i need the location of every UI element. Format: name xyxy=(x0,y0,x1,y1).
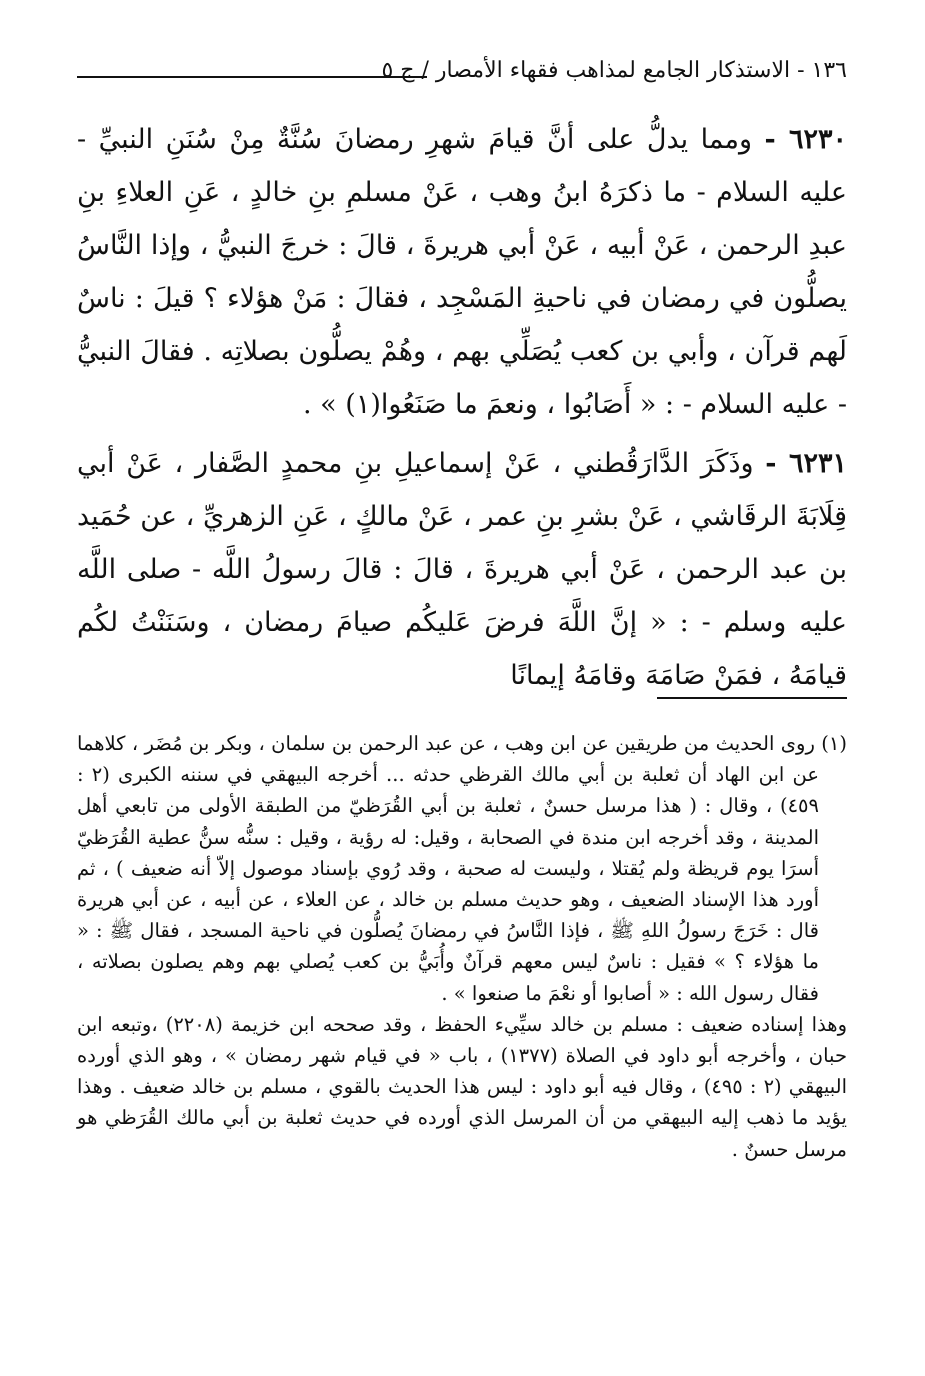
running-title: ١٣٦ - الاستذكار الجامع لمذاهب فقهاء الأمصار / ج ٥ xyxy=(381,58,847,83)
page-header xyxy=(77,56,847,92)
header-rule xyxy=(77,76,427,78)
footnote-marker: (١) xyxy=(821,732,847,755)
paragraph-text: ومما يدلُّ على أنَّ قيامَ شهرِ رمضانَ سُنَّةٌ مِنْ سُنَنِ النبيِّ - عليه السلام - ما ذكرَهُ ابنُ وهب ، عَنْ مسلمِ بنِ خالدٍ ، عَنِ العلاءِ بنِ عبدِ الرحمن ، عَنْ أبيه ، عَنْ أبي هريرةَ ، قالَ : خرجَ النبيُّ ، وإذا النَّاسُ يصلُّون في رمضان في ناحيةِ المَسْجِد ، فقالَ : مَنْ هؤلاء ؟ قيلَ : ناسٌ لَهم قرآن ، وأبي بن كعب يُصَلِّي بهم ، وهُمْ يصلُّون بصلاتِه . فقالَ النبيُّ - عليه السلام - : « أَصَابُوا ، ونعمَ ما صَنَعُوا(١) » . xyxy=(77,124,847,420)
paragraph-6231 xyxy=(77,437,847,702)
footnote-text: روى الحديث من طريقين عن ابن وهب ، عن عبد الرحمن بن سلمان ، وبكر بن مُضَر ، كلاهما عن ابن الهاد أن ثعلبة بن أبي مالك القرظي حدثه ... أخرجه البيهقي في سننه الكبرى (٢ : ٤٥٩) ، وقال : ( هذا مرسل حسنٌ ، ثعلبة بن أبي القُرَظيّ من الطبقة الأولى من تابعي أهل المدينة ، وقد أخرجه ابن مندة في الصحابة ، وقيل: له رؤية ، وقيل : سنُّه سنُّ عطية القُرَظيّ أسرَا يوم قريظة ولم يُقتلا ، وليست له صحبة ، وقد رُوي بإسناد موصول إلاّ أنه ضعيف ) ، ثم أورد هذا الإسناد الضعيف ، وهو حديث مسلم بن خالد ، عن العلاء ، عن أبيه ، عن أبي هريرة قال : خَرَجَ رسولُ اللهِ ﷺ ، فإذا النَّاسُ في رمضانَ يُصلُّون في ناحية المسجد ، فقال ﷺ : « ما هؤلاء ؟ » فقيل : ناسٌ ليس معهم قرآنٌ وأُبَيُّ بن كعب يُصلي بهم وهم يصلون بصلاته ، فقال رسول الله : « أصابوا أو نعْمَ ما صنعوا » . xyxy=(77,732,819,1005)
paragraph-number: ٦٢٣٠ - xyxy=(764,124,847,155)
footnote-separator xyxy=(657,697,847,699)
footnote-1 xyxy=(77,728,847,1009)
paragraph-6230 xyxy=(77,113,847,431)
paragraph-text: وذَكَرَ الدَّارَقُطني ، عَنْ إسماعيلِ بنِ محمدٍ الصَّفار ، عَنْ أبي قِلَابَةَ الرقَاشي ، عَنْ بشرِ بنِ عمر ، عَنْ مالكٍ ، عَنِ الزهريِّ ، عن حُمَيد بن عبد الرحمن ، عَنْ أبي هريرةَ ، قالَ : قالَ رسولُ اللَّه - صلى اللَّه عليه وسلم - : « إنَّ اللَّهَ فرضَ عَليكُم صيامَ رمضان ، وسَنَنْتُ لكُم قيامَهُ ، فمَنْ صَامَهَ وقامَهُ إيمانًا xyxy=(77,448,847,691)
main-text xyxy=(77,113,847,708)
footnotes xyxy=(77,728,847,1165)
paragraph-number: ٦٢٣١ - xyxy=(765,448,847,479)
footnote-continuation: وهذا إسناده ضعيف : مسلم بن خالد سيِّيء الحفظ ، وقد صححه ابن خزيمة (٢٢٠٨) ،وتبعه ابن حبان ، وأخرجه أبو داود في الصلاة (١٣٧٧) ، باب « في قيام شهر رمضان » ، وهو الذي أورده البيهقي (٢ : ٤٩٥) ، وقال فيه أبو داود : ليس هذا الحديث بالقوي ، مسلم بن خالد ضعيف . وهذا يؤيد ما ذهب إليه البيهقي من أن المرسل الذي أورده في حديث ثعلبة بن أبي مالك القُرَظي هو مرسل حسنٌ . xyxy=(77,1012,848,1161)
